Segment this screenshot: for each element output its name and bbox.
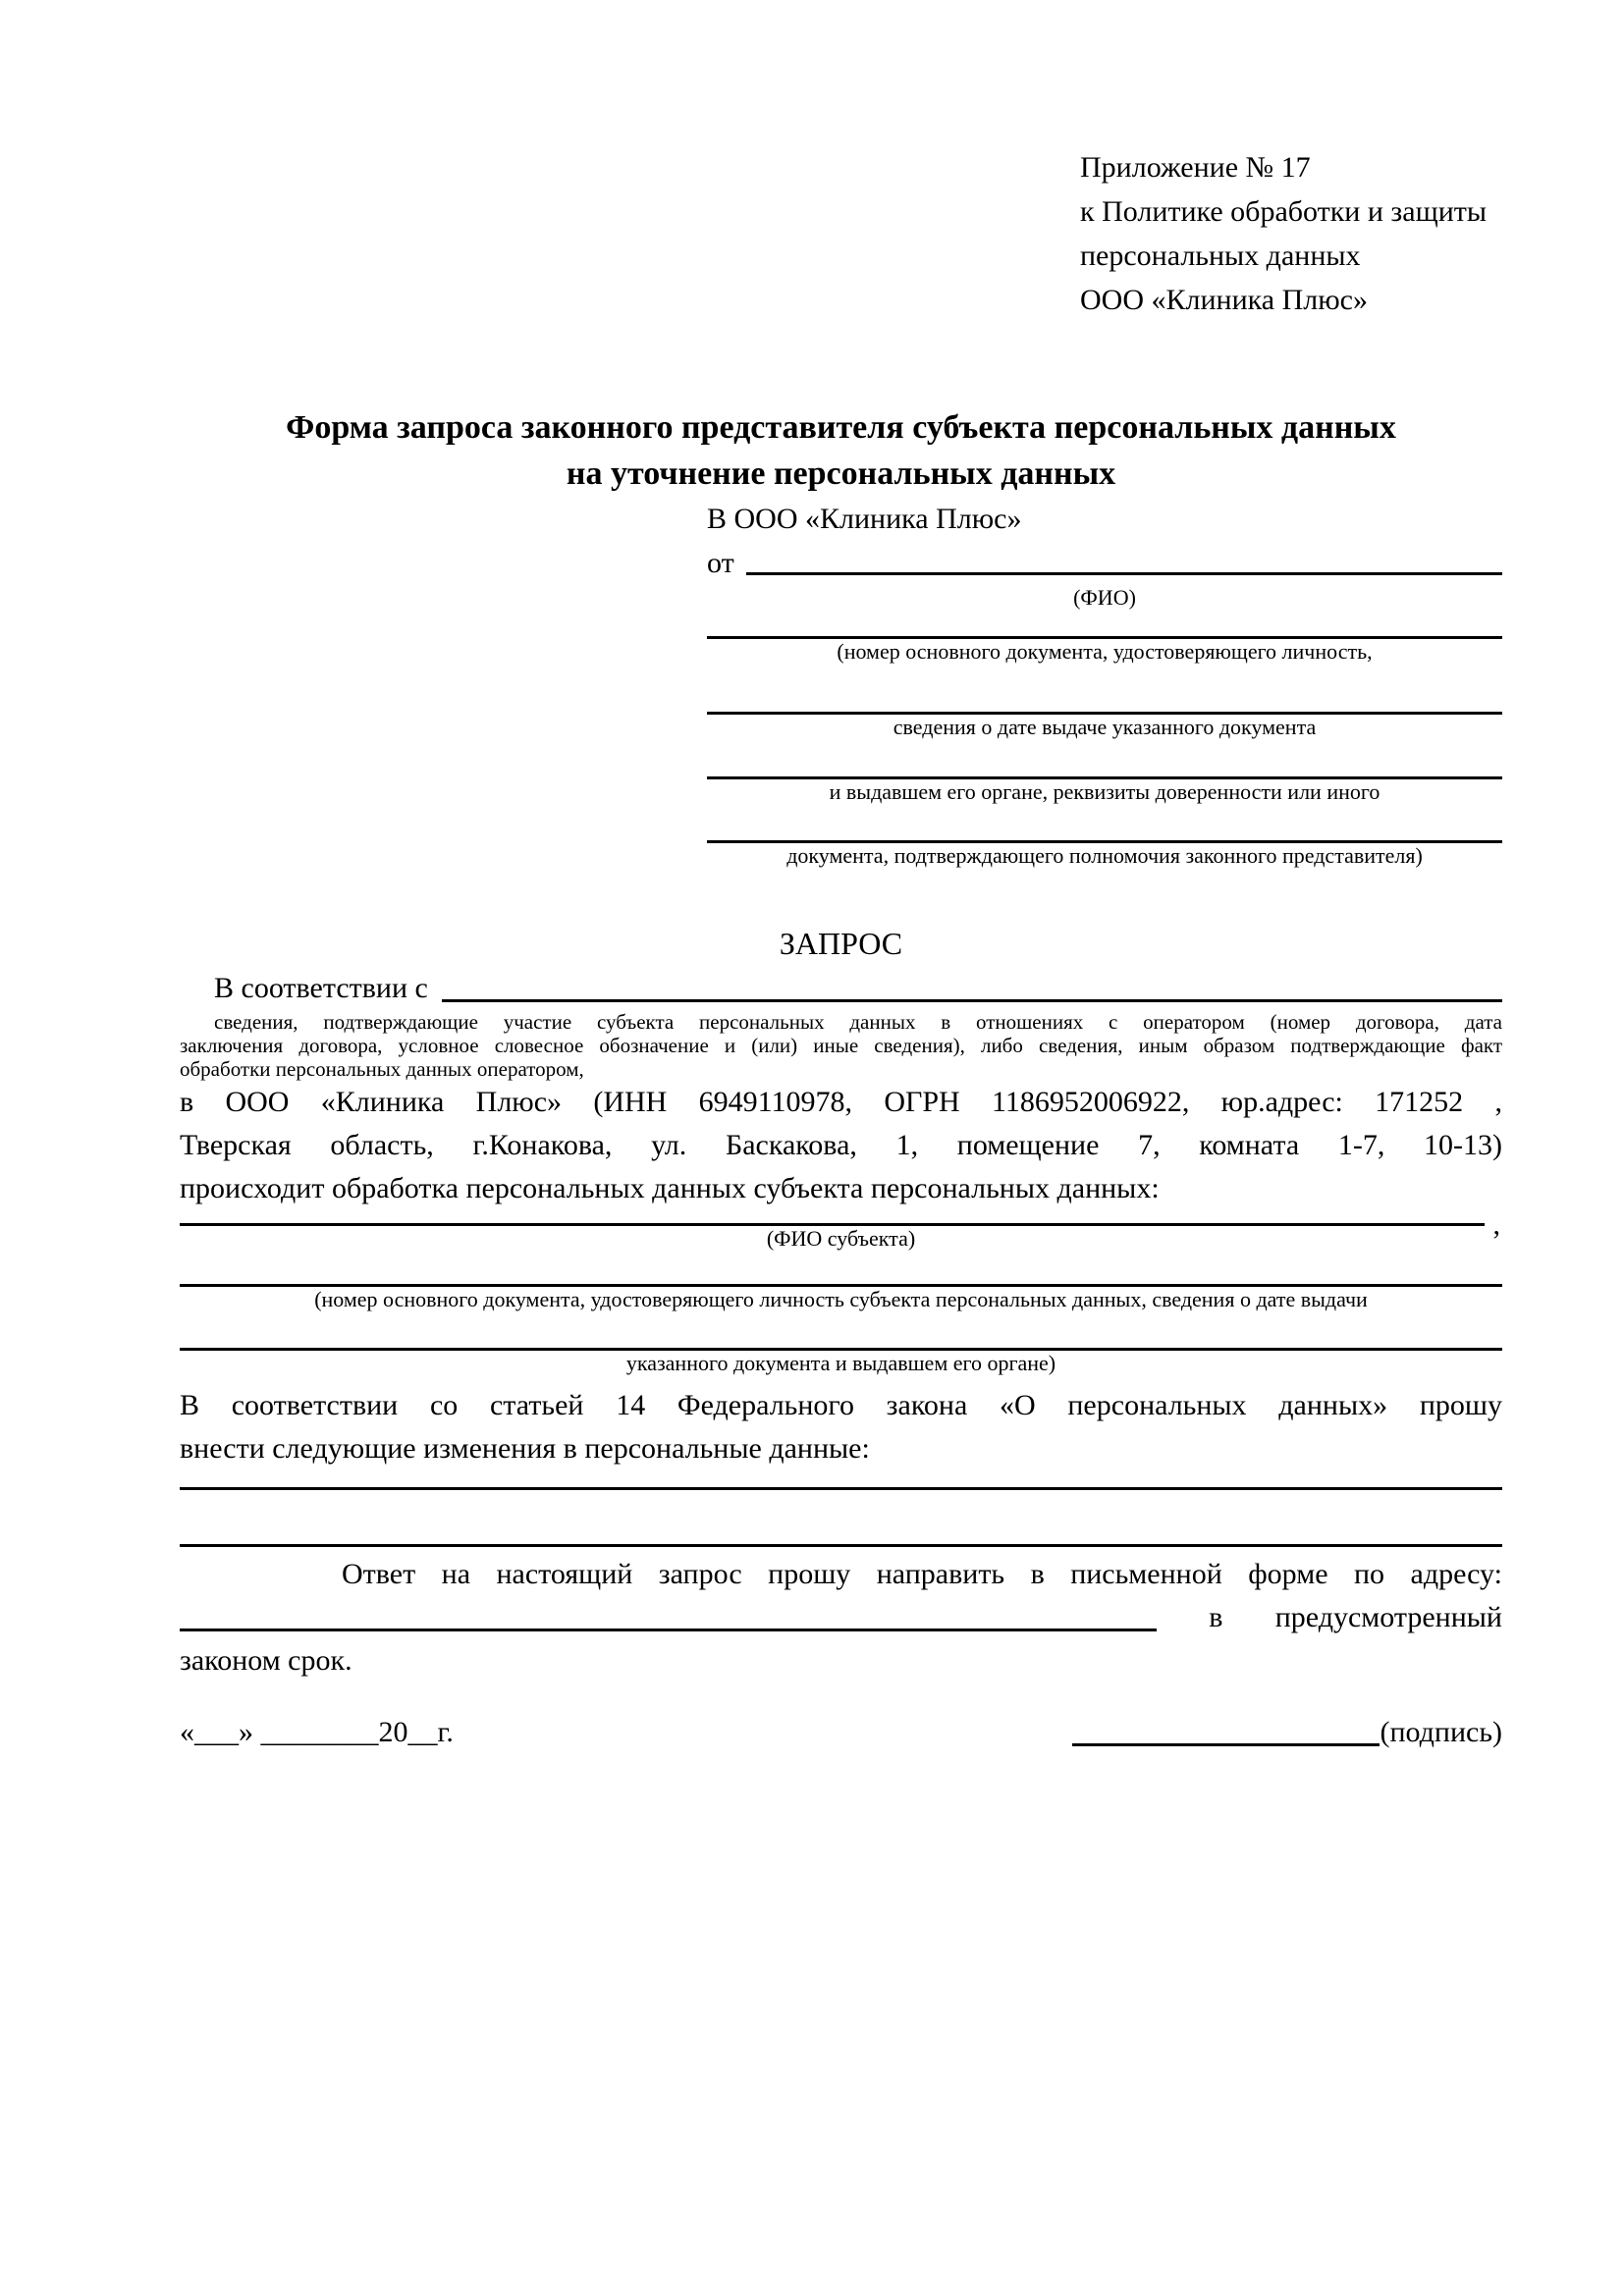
from-label: от bbox=[707, 547, 734, 579]
operator-paragraph bbox=[180, 1081, 1502, 1210]
answer-line3: законом срок. bbox=[180, 1644, 352, 1677]
fine-print-line2: заключения договора, условное словесное обозначение и (или) иные сведения), либо сведения, иным образом подтверждающие факт bbox=[180, 1034, 1502, 1057]
spacer bbox=[180, 1470, 1502, 1487]
addressee-organization: В ООО «Клиника Плюс» bbox=[707, 503, 1022, 535]
signature-block bbox=[1072, 1710, 1502, 1754]
answer-address-fill-in-line bbox=[180, 1629, 1157, 1631]
intro-prefix: В соответствии с bbox=[214, 972, 428, 1004]
answer-word-predusmotrenny: предусмотренный bbox=[1274, 1601, 1502, 1633]
appendix-organization: ООО «Клиника Плюс» bbox=[1080, 284, 1368, 316]
subject-document-caption2: указанного документа и выдавшем его органе) bbox=[625, 1351, 1056, 1375]
spacer bbox=[707, 805, 1502, 840]
appendix-number: Приложение № 17 bbox=[1080, 151, 1311, 184]
document-title bbox=[180, 404, 1502, 497]
intro-fill-in-line bbox=[442, 999, 1502, 1002]
subject-document-caption1: (номер основного документа, удостоверяющего личность субъекта персональных данных, сведения о дате выдачи bbox=[314, 1287, 1368, 1311]
date-blank: «___» ________20__г. bbox=[180, 1716, 454, 1748]
fine-print-line3: обработки персональных данных оператором, bbox=[180, 1057, 584, 1081]
request-heading: ЗАПРОС bbox=[779, 926, 903, 961]
intro-line bbox=[180, 966, 1502, 1010]
from-line bbox=[707, 541, 1502, 585]
subject-fio-caption: (ФИО субъекта) bbox=[766, 1226, 916, 1251]
caption-issuing-authority: и выдавшем его органе, реквизиты доверенности или иного bbox=[829, 779, 1380, 804]
spacer bbox=[707, 740, 1502, 776]
changes-fill-in-line2 bbox=[180, 1544, 1502, 1547]
addressee-block bbox=[707, 497, 1502, 869]
operator-line3: происходит обработка персональных данных субъекта персональных данных: bbox=[180, 1172, 1160, 1204]
answer-address-line bbox=[180, 1596, 1502, 1639]
fine-print bbox=[180, 1010, 1502, 1081]
appendix-header bbox=[1080, 145, 1502, 322]
fine-print-line1: сведения, подтверждающие участие субъекта персональных данных в отношениях с оператором (номер договора, дата bbox=[214, 1010, 1502, 1034]
document-title-line2: на уточнение персональных данных bbox=[566, 455, 1116, 492]
answer-word-v: в bbox=[1209, 1601, 1223, 1633]
law-line1: В соответствии со статьей 14 Федерального закона «О персональных данных» прошу bbox=[180, 1389, 1502, 1421]
answer-line1: Ответ на настоящий запрос прошу направить в письменной форме по адресу: bbox=[342, 1558, 1502, 1590]
spacer bbox=[180, 1490, 1502, 1544]
operator-line1: в ООО «Клиника Плюс» (ИНН 6949110978, ОГРН 1186952006922, юр.адрес: 171252 , bbox=[180, 1086, 1502, 1118]
document-title-line1: Форма запроса законного представителя субъекта персональных данных bbox=[286, 409, 1396, 446]
trailing-comma: , bbox=[1492, 1208, 1500, 1241]
answer-paragraph bbox=[180, 1553, 1502, 1682]
operator-line2: Тверская область, г.Конакова, ул. Баскакова, 1, помещение 7, комната 1-7, 10-13) bbox=[180, 1129, 1502, 1161]
signature-fill-in-line bbox=[1072, 1743, 1380, 1746]
caption-authority-document: документа, подтверждающего полномочия законного представителя) bbox=[786, 843, 1423, 868]
signature-caption: (подпись) bbox=[1380, 1716, 1502, 1748]
spacer bbox=[707, 611, 1502, 636]
spacer bbox=[180, 1252, 1502, 1284]
spacer bbox=[707, 665, 1502, 712]
caption-document-number: (номер основного документа, удостоверяющего личность, bbox=[837, 639, 1373, 664]
appendix-policy-line1: к Политике обработки и защиты bbox=[1080, 195, 1488, 228]
appendix-policy-line2: персональных данных bbox=[1080, 240, 1361, 272]
caption-issue-date: сведения о дате выдаче указанного документа bbox=[893, 715, 1317, 739]
from-fill-in-line bbox=[746, 572, 1502, 575]
spacer bbox=[180, 1312, 1502, 1348]
law-paragraph bbox=[180, 1384, 1502, 1470]
law-line2: внести следующие изменения в персональные данные: bbox=[180, 1432, 870, 1465]
fio-caption: (ФИО) bbox=[1073, 585, 1136, 610]
date-signature-row bbox=[180, 1710, 1502, 1754]
subject-fio-fill-in-line bbox=[180, 1223, 1485, 1226]
